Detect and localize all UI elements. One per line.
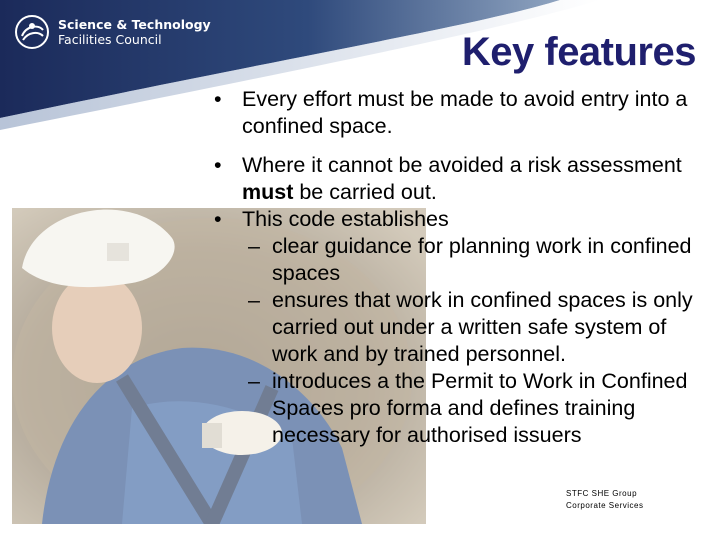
slide-title: Key features [461,30,696,74]
sub-list-item [212,368,708,449]
footer-credit [566,488,643,512]
dash-icon: – [248,234,260,258]
stfc-logo-icon [14,14,50,50]
org-name-line2: Facilities Council [58,32,162,47]
list-item [212,152,708,206]
sub-item-text: clear guidance for planning work in confined spaces [272,234,692,285]
bullet-icon: • [214,87,222,111]
bullet-text-bold: must [242,180,294,204]
list-item [212,86,708,140]
bullet-text: This code establishes [242,207,449,231]
sub-list-item [212,233,708,287]
list-item [212,206,708,233]
stfc-logo [14,14,211,50]
org-name-line1: Science & Technology [58,17,211,32]
bullet-text-post: be carried out. [293,180,437,204]
bullet-icon: • [214,153,222,177]
dash-icon: – [248,369,260,393]
dash-icon: – [248,288,260,312]
footer-line2: Corporate Services [566,501,644,510]
sub-list-item [212,287,708,368]
bullet-text: Every effort must be made to avoid entry into a confined space. [242,87,688,138]
sub-item-text: introduces a the Permit to Work in Confined Spaces pro forma and defines training necessary for authorised issuers [272,369,688,447]
bullet-list [212,86,708,449]
bullet-icon: • [214,207,222,231]
bullet-text-pre: Where it cannot be avoided a risk assessment [242,153,682,177]
footer-line1: STFC SHE Group [566,489,638,498]
sub-item-text: ensures that work in confined spaces is only carried out under a written safe system of work and by trained personnel. [272,288,693,366]
